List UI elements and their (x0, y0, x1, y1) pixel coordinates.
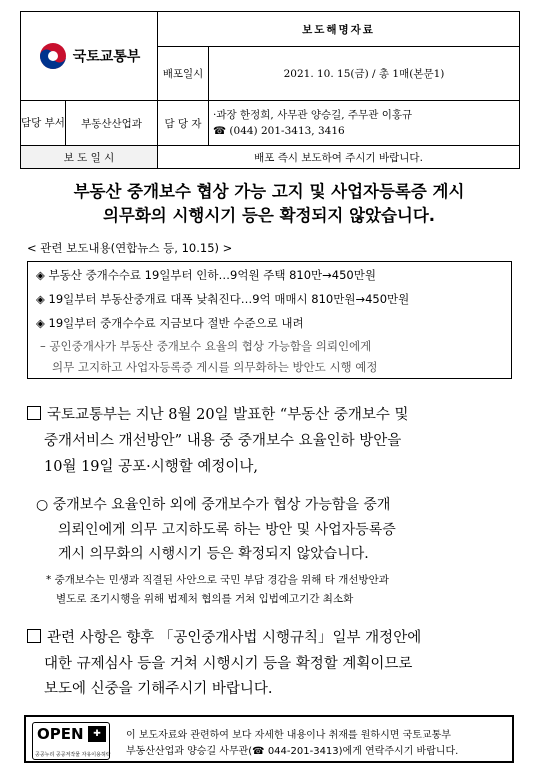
para-3-line-2: 대한 규제심사 등을 거쳐 시행시기 등을 확정할 계획이므로 (44, 656, 413, 672)
dist-label: 배포일시 (158, 47, 209, 101)
related-sub-1: – 공인중개사가 부동산 중개보수 요율의 협상 가능함을 의뢰인에게 (40, 339, 372, 353)
headline-line-1: 부동산 중개보수 협상 가능 고지 및 사업자등록증 게시 (73, 182, 465, 201)
doc-type-title: 보도해명자료 (158, 12, 520, 47)
footer-line-1: 이 보도자료와 관련하여 보다 자세한 내용이나 취재를 원하시면 국토교통부 (126, 730, 451, 741)
related-item: ◈ 19일부터 부동산중개료 대폭 낮춰진다…9억 매매시 810만원→450만원 (36, 292, 410, 306)
header-table (20, 11, 520, 169)
dept-value: 부동산산업과 (81, 117, 142, 130)
person-label: 담 당 자 (158, 101, 209, 146)
footer-box (24, 715, 514, 763)
related-title: < 관련 보도내용(연합뉴스 등, 10.15) > (27, 241, 233, 255)
report-value: 배포 즉시 보도하여 주시기 바랍니다. (158, 146, 520, 169)
para-2-line-1: ○ 중개보수 요율인하 외에 중개보수가 협상 가능함을 중개 (36, 497, 391, 513)
open-label: OPEN (37, 725, 84, 743)
para-2-line-2: 의뢰인에게 의무 고지하도록 하는 방안 및 사업자등록증 (58, 522, 396, 538)
open-sub: 공공누리 공공저작물 자유이용허락 (35, 752, 111, 758)
dept-label: 담당 부서 (21, 101, 66, 145)
ministry-name: 국토교통부 (72, 49, 141, 65)
para-1-text-1: 국토교통부는 지난 8월 20일 발표한 “부동산 중개보수 및 (47, 407, 409, 423)
person-value: ·과장 한정희, 사무관 양승길, 주무관 이홍규 (213, 109, 413, 121)
person-cell (209, 101, 520, 146)
related-sub-2: 의무 고지하고 사업자등록증 게시를 의무화하는 방안도 시행 예정 (52, 360, 378, 374)
related-box (27, 261, 512, 379)
taegeuk-logo-icon (38, 41, 68, 71)
footer-line-2: 부동산산업과 양승길 사무관(☎ 044-201-3413)에게 연락주시기 바랍니다. (126, 746, 459, 757)
para-1-line-1 (27, 403, 409, 424)
dept-row (21, 101, 158, 146)
headline-line-2: 의무화의 시행시기 등은 확정되지 않았습니다. (102, 206, 436, 225)
kogl-open-logo (32, 722, 110, 760)
para-3-line-1 (27, 626, 421, 647)
para-3-text-1: 관련 사항은 향후 「공인중개사법 시행규칙」일부 개정안에 (47, 630, 422, 646)
note-line-2: 별도로 조기시행을 위해 법제처 협의를 거쳐 입법예고기간 최소화 (56, 593, 354, 605)
phone-value: ☎ (044) 201-3413, 3416 (213, 125, 345, 137)
para-2-line-3: 게시 의무화의 시행시기 등은 확정되지 않았습니다. (58, 546, 369, 562)
report-label: 보 도 일 시 (21, 146, 158, 169)
para-3-line-3: 보도에 신중을 기해주시기 바랍니다. (44, 681, 273, 697)
logo-cell (21, 12, 158, 101)
attribution-icon: ✚ (88, 726, 106, 742)
related-item: ◈ 19일부터 중개수수료 지금보다 절반 수준으로 내려 (36, 316, 304, 330)
para-1-line-2: 중개서비스 개선방안” 내용 중 중개보수 요율인하 방안을 (44, 433, 402, 449)
square-bullet-icon (27, 629, 41, 643)
para-1-line-3: 10월 19일 공포·시행할 예정이나, (44, 459, 259, 475)
note-line-1: * 중개보수는 민생과 직결된 사안으로 국민 부담 경감을 위해 타 개선방안과 (46, 574, 389, 586)
related-item: ◈ 부동산 중개수수료 19일부터 인하…9억원 주택 810만→450만원 (36, 268, 376, 282)
square-bullet-icon (27, 406, 41, 420)
dist-value: 2021. 10. 15(금) / 총 1매(본문1) (209, 47, 520, 101)
